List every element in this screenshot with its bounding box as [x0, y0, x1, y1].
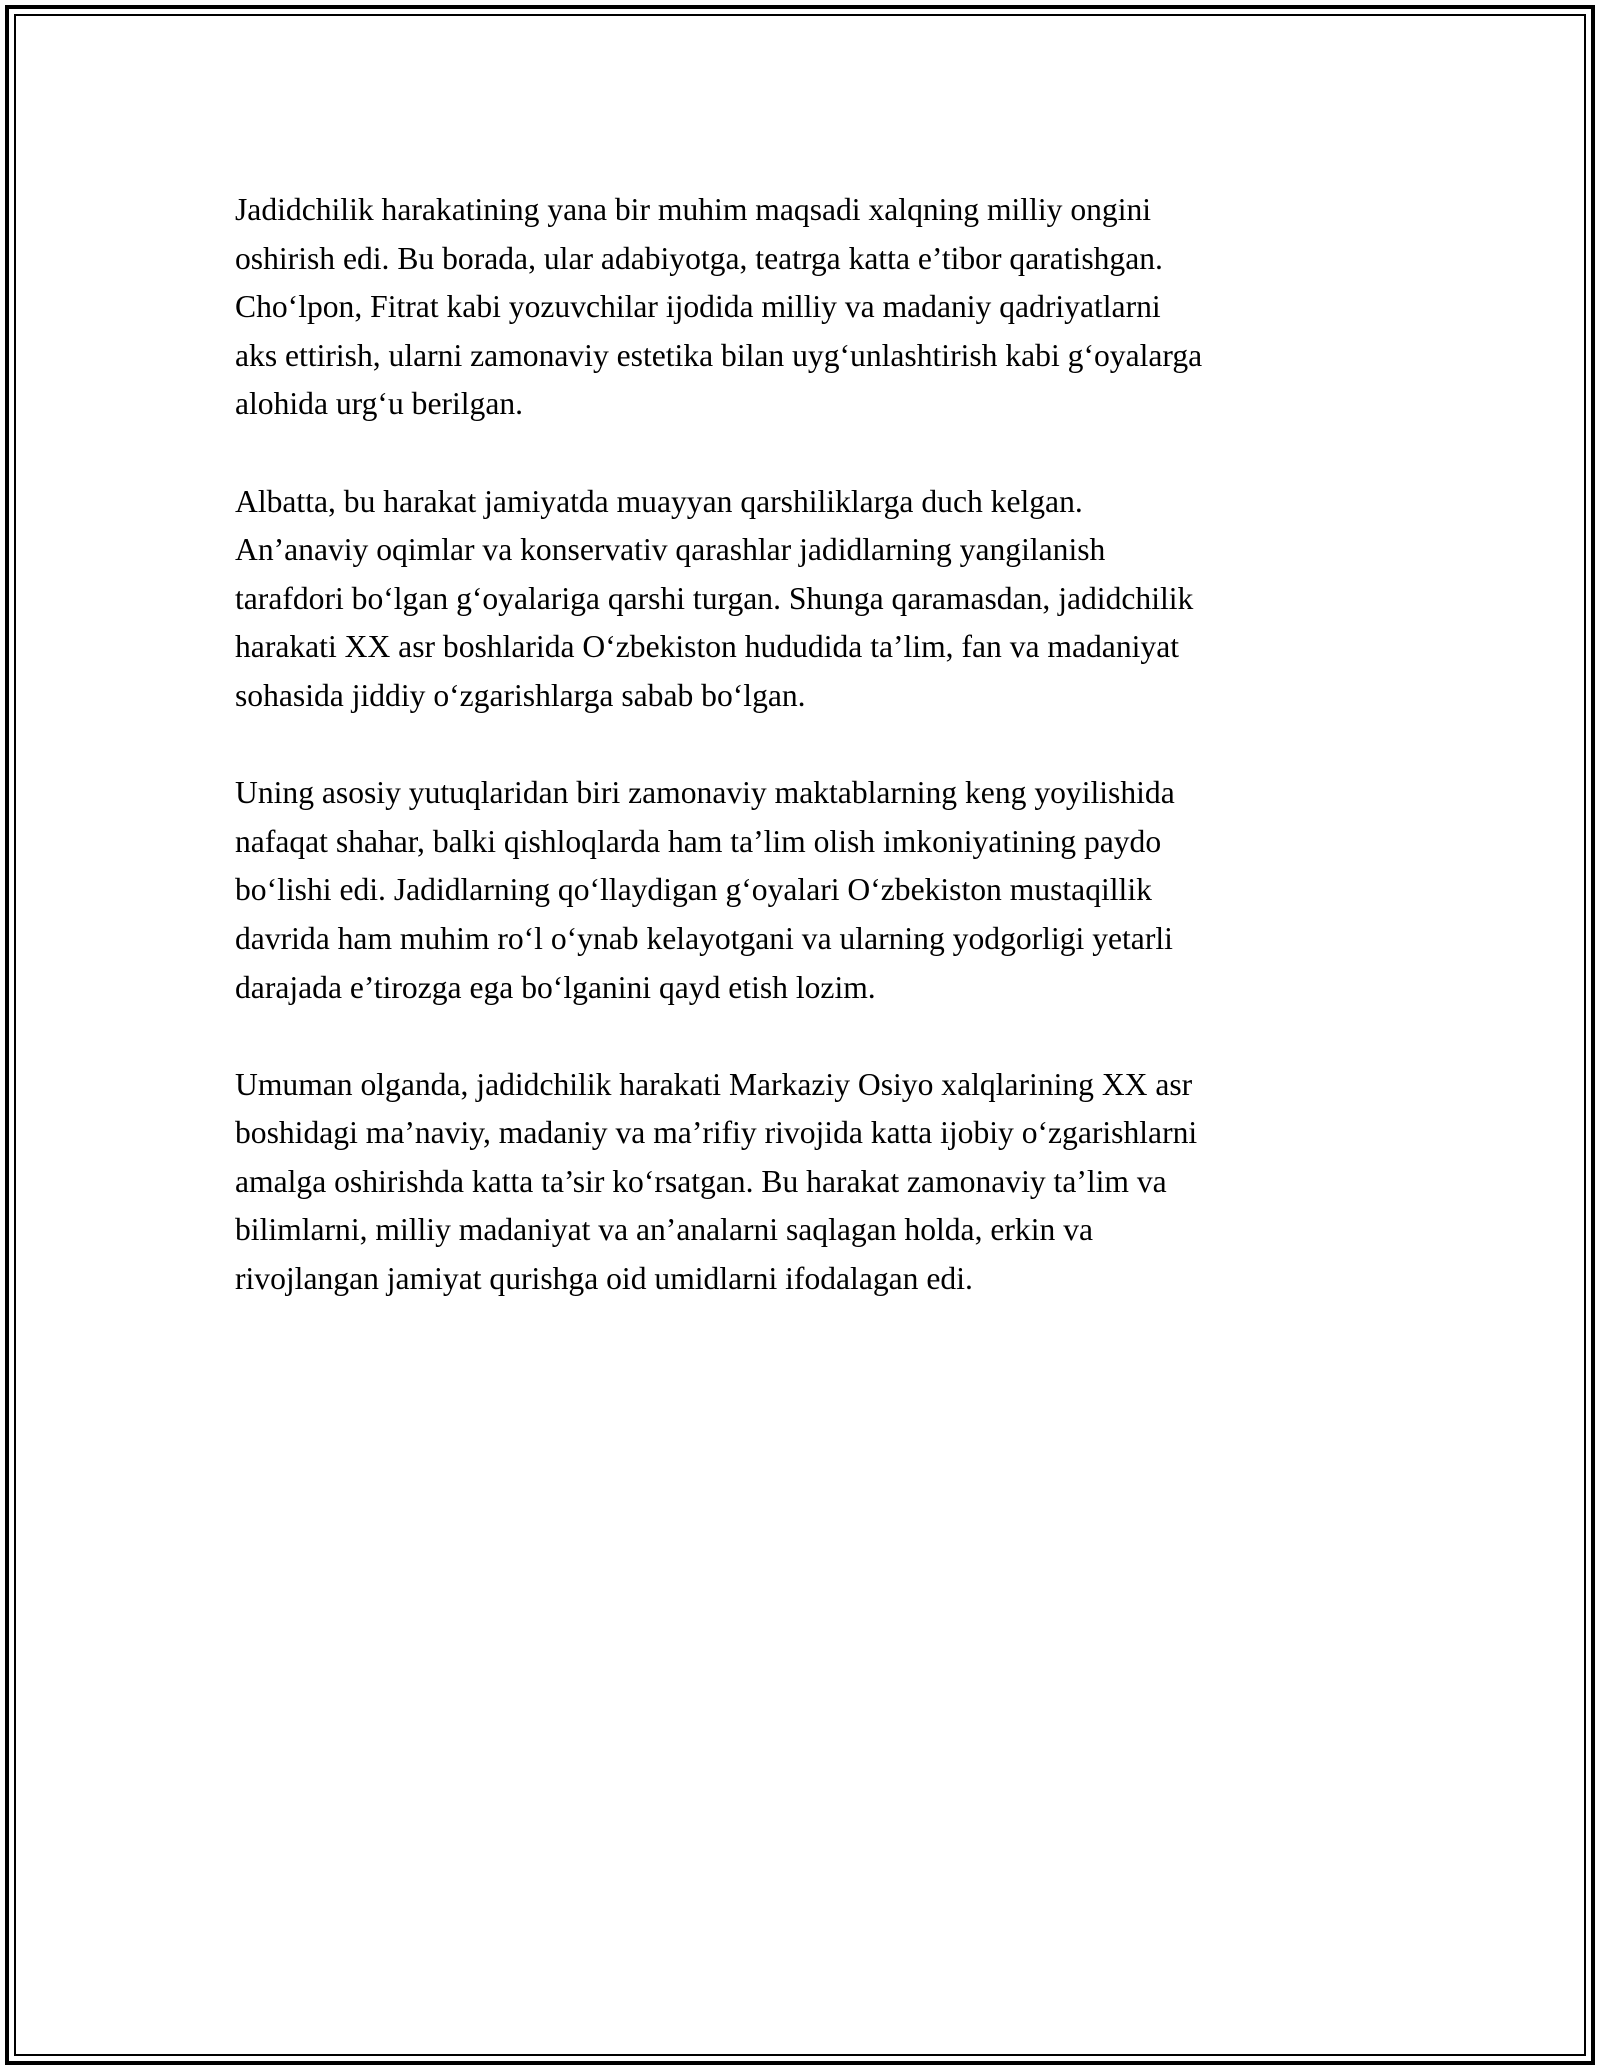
paragraph-4	[235, 1061, 1375, 1304]
paragraph-2	[235, 478, 1375, 721]
text-line: Umuman olganda, jadidchilik harakati Markaziy Osiyo xalqlarining XX asr	[235, 1066, 1193, 1102]
paragraph-1	[235, 186, 1375, 429]
text-line: harakati XX asr boshlarida O‘zbekiston hududida ta’lim, fan va madaniyat	[235, 629, 1180, 665]
text-line: alohida urg‘u berilgan.	[235, 386, 524, 422]
text-line: Uning asosiy yutuqlaridan biri zamonaviy maktablarning keng yoyilishida	[235, 775, 1175, 811]
text-line: bo‘lishi edi. Jadidlarning qo‘llaydigan g‘oyalari O‘zbekiston mustaqillik	[235, 872, 1152, 908]
text-line: Cho‘lpon, Fitrat kabi yozuvchilar ijodida milliy va madaniy qadriyatlarni	[235, 289, 1161, 325]
text-line: tarafdori bo‘lgan g‘oyalariga qarshi turgan. Shunga qaramasdan, jadidchilik	[235, 580, 1194, 616]
text-line: darajada e’tirozga ega bo‘lganini qayd etish lozim.	[235, 969, 876, 1005]
text-line: Albatta, bu harakat jamiyatda muayyan qarshiliklarga duch kelgan.	[235, 483, 1083, 519]
text-line: bilimlarni, milliy madaniyat va an’analarni saqlagan holda, erkin va	[235, 1212, 1094, 1248]
text-line: Jadidchilik harakatining yana bir muhim maqsadi xalqning milliy ongini	[235, 192, 1152, 227]
text-line: rivojlangan jamiyat qurishga oid umidlarni ifodalagan edi.	[235, 1261, 973, 1297]
text-line: aks ettirish, ularni zamonaviy estetika bilan uyg‘unlashtirish kabi g‘oyalarga	[235, 337, 1203, 373]
text-line: nafaqat shahar, balki qishloqlarda ham ta’lim olish imkoniyatining paydo	[235, 823, 1162, 859]
document-body	[235, 186, 1375, 1352]
text-line: amalga oshirishda katta ta’sir ko‘rsatgan. Bu harakat zamonaviy ta’lim va	[235, 1163, 1167, 1199]
text-line: boshidagi ma’naviy, madaniy va ma’rifiy rivojida katta ijobiy o‘zgarishlarni	[235, 1115, 1198, 1151]
text-line: davrida ham muhim ro‘l o‘ynab kelayotgani va ularning yodgorligi yetarli	[235, 920, 1173, 956]
text-line: sohasida jiddiy o‘zgarishlarga sabab bo‘lgan.	[235, 677, 806, 713]
text-line: oshirish edi. Bu borada, ular adabiyotga, teatrga katta e’tibor qaratishgan.	[235, 240, 1163, 276]
paragraph-3	[235, 769, 1375, 1012]
text-line: An’anaviy oqimlar va konservativ qarashlar jadidlarning yangilanish	[235, 532, 1106, 568]
